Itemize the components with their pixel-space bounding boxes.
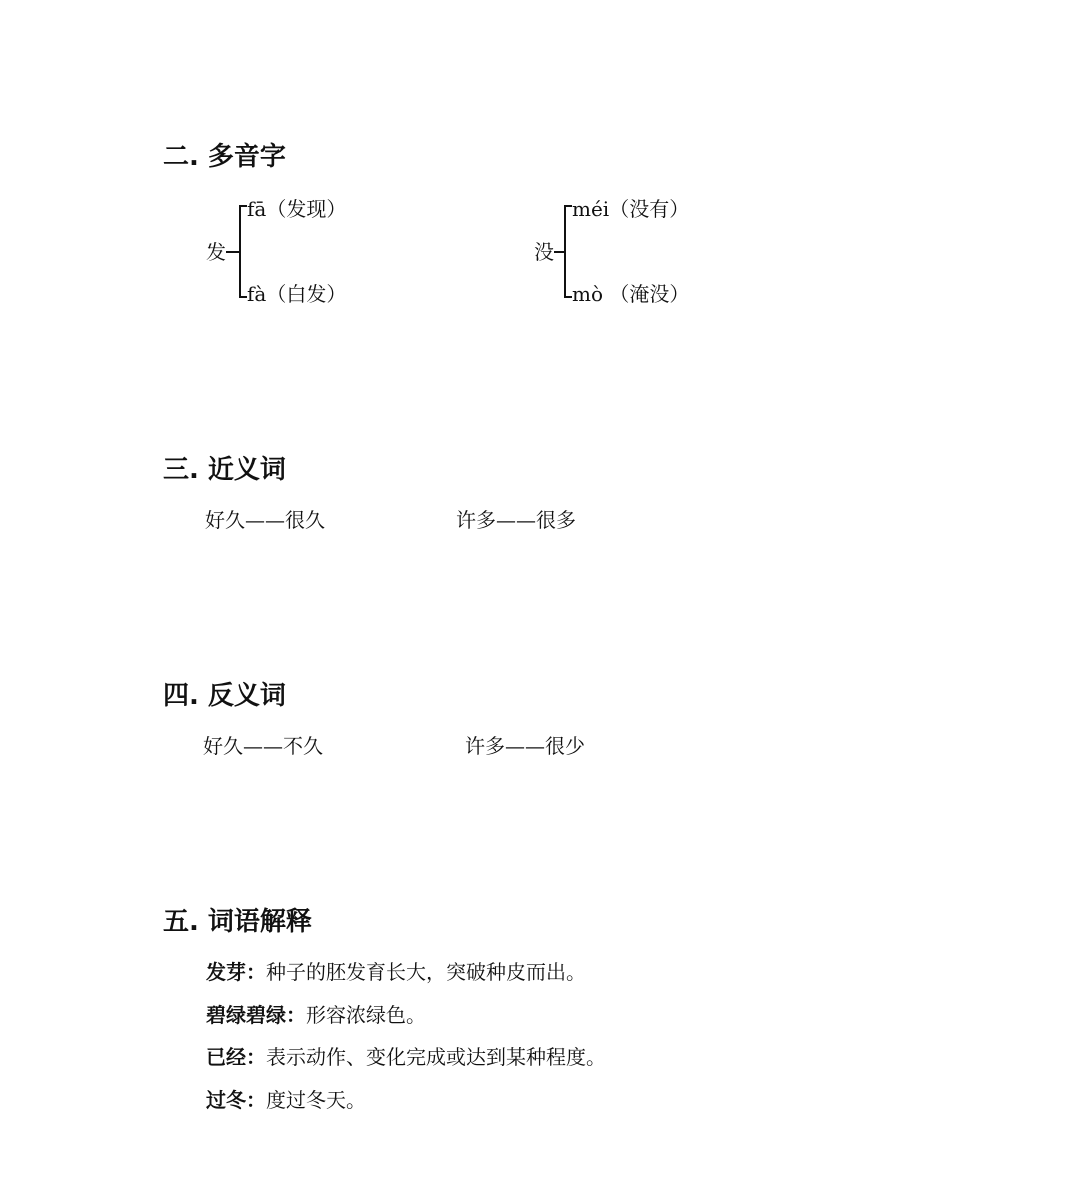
definition-item (206, 1087, 366, 1113)
synonym-pair: 许多——很多 (456, 508, 576, 532)
synonym-pair: 好久——很久 (205, 508, 325, 532)
definition-term: 过冬： (206, 1088, 266, 1112)
example-word: （淹没） (603, 282, 690, 306)
definition-item (206, 1044, 606, 1070)
definition-term: 已经： (206, 1045, 266, 1069)
example-word: （发现） (266, 197, 347, 221)
antonym-pair: 许多——很少 (465, 734, 585, 758)
bracket-brace (564, 205, 572, 298)
antonym-pair: 好久——不久 (203, 734, 323, 758)
definition-item (206, 1002, 426, 1028)
definition-meaning: 形容浓绿色。 (306, 1003, 426, 1027)
section-heading-synonyms: 三. 近义词 (163, 455, 286, 485)
polyphone-reading (247, 196, 346, 222)
example-word: （白发） (266, 282, 347, 306)
definition-meaning: 表示动作、变化完成或达到某种程度。 (266, 1045, 606, 1069)
pinyin: méi (572, 197, 610, 221)
polyphone-char: 没 (534, 240, 554, 264)
definition-term: 发芽： (206, 960, 266, 984)
section-heading-definitions: 五. 词语解释 (163, 907, 312, 937)
polyphone-char: 发 (206, 240, 226, 264)
polyphone-reading (572, 281, 689, 307)
definition-term: 碧绿碧绿： (206, 1003, 306, 1027)
bracket-stem (226, 251, 240, 253)
example-word: （没有） (609, 197, 690, 221)
bracket-brace (239, 205, 247, 298)
definition-meaning: 度过冬天。 (266, 1088, 366, 1112)
definition-item (206, 959, 586, 985)
section-heading-polyphone: 二. 多音字 (163, 142, 286, 172)
definition-meaning: 种子的胚发育长大，突破种皮而出。 (266, 960, 586, 984)
section-heading-antonyms: 四. 反义词 (163, 681, 286, 711)
pinyin: fā (247, 197, 267, 221)
polyphone-reading (247, 281, 346, 307)
pinyin: mò (572, 282, 604, 306)
polyphone-reading (572, 196, 689, 222)
pinyin: fà (247, 282, 267, 306)
